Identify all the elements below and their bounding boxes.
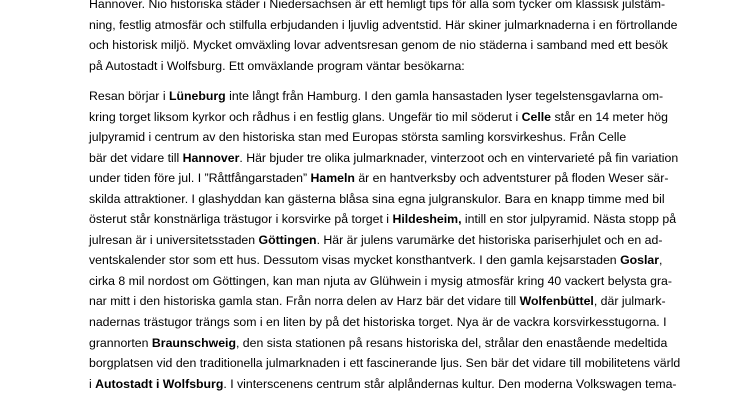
text-line (89, 148, 709, 169)
place-name: Braunschweig (151, 335, 236, 350)
text-line: och historisk miljö. Mycket omväxling lovar adventsresan genom de nio städerna i samband med ett besök (89, 38, 668, 53)
text-line (89, 291, 709, 312)
text-line (89, 312, 709, 333)
text-run: står en 14 meter hög (551, 109, 668, 124)
text-line (89, 168, 709, 189)
text-line (89, 107, 709, 128)
text-line: ning, festlig atmosfär och stilfulla erbjudanden i ljuvlig adventstid. Här skiner julmarknaderna i en förtrollande (89, 17, 678, 32)
text-line (89, 209, 709, 230)
text-line (89, 333, 709, 354)
place-name: Göttingen (258, 232, 317, 247)
text-line (89, 250, 709, 271)
text-run: österut står konstnärliga trästugor i korsvirke på torget i (89, 212, 393, 227)
text-run: under tiden före jul. I ”Råttfångarstaden” (89, 171, 311, 186)
place-name: Hildesheim, (392, 212, 462, 227)
text-run: cirka 8 mil nordost om Göttingen, kan man njuta av Glühwein i mysig atmosfär kring 40 vackert belysta gra- (89, 273, 672, 288)
place-name: Hameln (310, 171, 355, 186)
text-line: Hannover. Nio historiska städer i Niedersachsen är ett hemligt tips för alla som tycker om klassisk julstäm- (89, 0, 666, 11)
place-name: Goslar (620, 253, 660, 268)
text-line (89, 230, 709, 251)
text-run: . Här är julens varumärke det historiska pariserhjulet och en ad- (316, 232, 663, 247)
text-line (89, 127, 709, 148)
text-run: julresan är i universitetsstaden (89, 232, 259, 247)
place-name: Celle (521, 109, 552, 124)
text-run: intill en stor julpyramid. Nästa stopp på (461, 212, 677, 227)
place-name: Autostadt i Wolfsburg (95, 376, 224, 391)
text-run: borgplatsen vid den traditionella julmarknaden i ett fascinerande ljus. Sen bär det vidare till mobilitetens värld (89, 356, 681, 371)
text-run: Resan börjar i (89, 89, 169, 103)
text-run: julpyramid i centrum av den historiska stan med Europas största samling korsvirkeshus. Från Celle (89, 130, 627, 145)
text-run: , den sista stationen på resans historiska del, strålar den enastående medeltida (235, 335, 668, 350)
text-run: inte långt från Hamburg. I den gamla hansastaden lyser tegelstensgavlarna om- (225, 89, 664, 103)
text-run: ventskalender stor som ett hus. Dessutom visas mycket konsthantverk. I den gamla kejsarstaden (89, 253, 621, 268)
place-name: Hannover (182, 150, 240, 165)
text-line (89, 271, 709, 292)
intro-paragraph (89, 0, 709, 76)
place-name: Wolfenbüttel (519, 294, 594, 309)
text-line: på Autostadt i Wolfsburg. Ett omväxlande program väntar besökarna: (89, 58, 465, 73)
text-run: , där julmark- (593, 294, 666, 309)
text-line (89, 189, 709, 210)
text-run: nar mitt i den historiska gamla stan. Från norra delen av Harz bär det vidare till (89, 294, 520, 309)
text-run: , (659, 253, 663, 268)
text-run: skilda attraktioner. I glashyddan kan gästerna blåsa sina egna julgranskulor. Bara en knapp timme med bil (89, 191, 665, 206)
text-run: . Här bjuder tre olika julmarknader, vinterzoot och en vintervarieté på fin variation (239, 150, 679, 165)
text-run: i (89, 376, 96, 391)
text-run: . I vinterscenens centrum står alplåndernas kultur. Den moderna Volkswagen tema- (223, 376, 677, 391)
text-line (89, 86, 709, 107)
text-run: nadernas trästugor trängs som i en liten by på det historiska torget. Nya är de vackra korsvirkesstugorna. I (89, 315, 667, 330)
text-run: kring torget liksom kyrkor och rådhus i en festlig glans. Ungefär tio mil söderut i (89, 109, 522, 124)
text-run: grannorten (89, 335, 152, 350)
text-line (89, 353, 709, 374)
place-name: Lüneburg (168, 89, 226, 103)
route-paragraph (89, 86, 709, 394)
text-run: bär det vidare till (89, 150, 183, 165)
text-line (89, 374, 709, 395)
text-run: är en hantverksby och adventsturer på floden Weser sär- (354, 171, 669, 186)
